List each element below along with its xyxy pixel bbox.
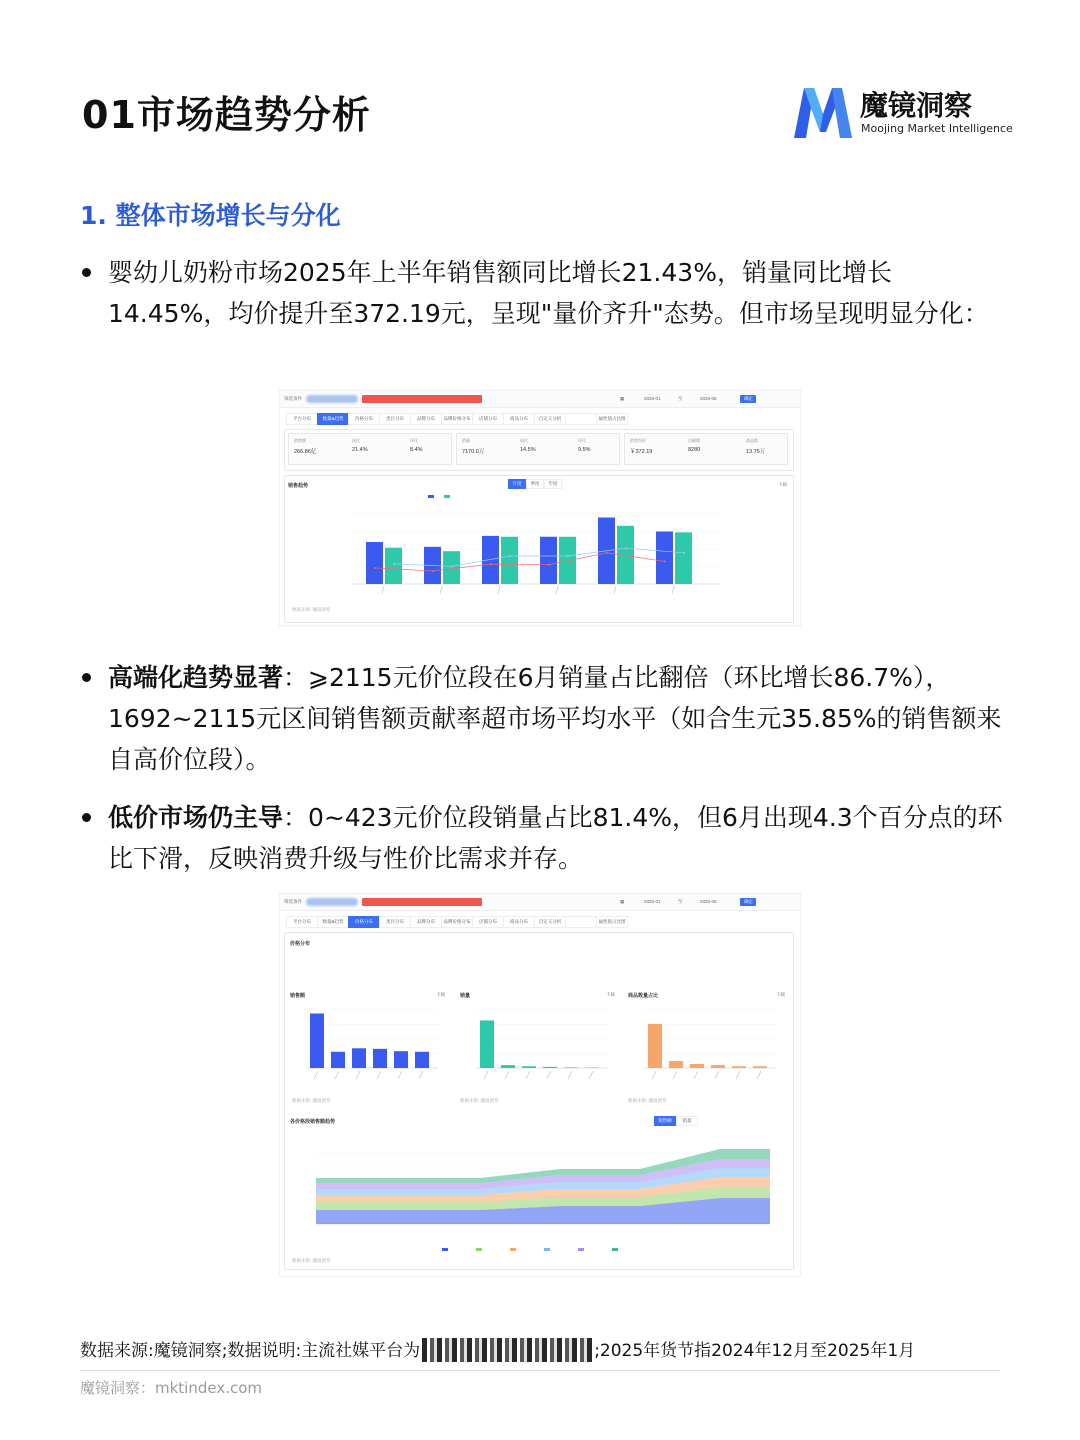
price-bar-charts	[280, 1000, 800, 1096]
brand-subtitle: Moojing Market Intelligence	[861, 122, 1013, 135]
kpi-value: 21.4%	[352, 447, 368, 453]
bullet-text: ：0~423元价位段销量占比81.4%，但6月出现4.3个百分点的环比下滑，反映消费升级与性价比需求并存。	[108, 803, 1003, 873]
kpi-value: 9.5%	[578, 447, 591, 453]
kpi-value: 14.5%	[520, 447, 536, 453]
redacted-block	[422, 1338, 592, 1362]
footer-site: 魔镜洞察：mktindex.com	[80, 1379, 263, 1397]
bar-sales	[540, 537, 557, 584]
bar-sales	[482, 536, 499, 584]
date-from[interactable]: 2025-01	[644, 899, 661, 904]
tab-item[interactable]: 价格分布	[348, 413, 380, 425]
legend-swatch	[544, 1248, 550, 1251]
confirm-label: 确定	[744, 899, 753, 904]
kpi-label: 销量	[462, 438, 470, 443]
chart-footnote: 数据来源: 魔镜洞察	[292, 1098, 331, 1103]
kpi-value: 8.4%	[410, 447, 423, 453]
panel-title-sales: 销售额	[290, 993, 306, 999]
chart-footnote: 数据来源: 魔镜洞察	[292, 1258, 331, 1263]
legend-swatch	[612, 1248, 618, 1251]
x-tick-label	[757, 1071, 761, 1079]
download-link[interactable]: 下载	[606, 992, 615, 997]
tab-item[interactable]: 价格分布	[348, 916, 380, 928]
kpi-value: ￥372.19	[630, 449, 653, 455]
bullet-dot	[82, 268, 91, 277]
price-bar	[543, 1067, 557, 1068]
tab-item[interactable]	[565, 413, 597, 425]
price-bar	[753, 1066, 767, 1068]
price-bar	[648, 1024, 662, 1068]
confirm-button[interactable]	[740, 898, 756, 906]
x-tick-label	[589, 1071, 593, 1079]
kpi-value: 8280	[688, 447, 701, 453]
trend-toggle-item[interactable]: 销量	[676, 1116, 698, 1126]
kpi-value: 13.75万	[746, 449, 766, 455]
date-separator: 至	[678, 899, 683, 904]
legend-swatch	[428, 495, 434, 498]
blurred-filter	[306, 395, 358, 403]
trend-toggle-item[interactable]: 销售额	[654, 1116, 676, 1126]
x-tick-label	[382, 586, 384, 594]
download-link[interactable]: 下载	[776, 992, 785, 997]
footer-note-after: ;2025年货节指2024年12月至2025年1月	[594, 1341, 916, 1361]
legend-swatch	[510, 1248, 516, 1251]
x-tick-label	[314, 1071, 318, 1079]
legend-swatch	[442, 1248, 448, 1251]
kpi-label: 商品数	[746, 438, 758, 443]
tab-item[interactable]: 属性值占比图	[596, 413, 628, 425]
bar-volume	[675, 532, 692, 584]
date-separator: 至	[678, 396, 683, 401]
tab-item[interactable]: 类目分布	[379, 916, 411, 928]
price-bar	[501, 1065, 515, 1068]
kpi-label: 店铺数	[688, 438, 700, 443]
tab-item[interactable]: 自定义分析	[534, 916, 566, 928]
bullet-dot	[82, 813, 91, 822]
line-volume-yoy-point	[451, 565, 453, 567]
x-tick-label	[715, 1071, 719, 1079]
x-tick-label	[377, 1071, 381, 1079]
tab-item[interactable]: 品牌价格分布	[441, 413, 473, 425]
bullet-text: 婴幼儿奶粉市场2025年上半年销售额同比增长21.43%，销量同比增长14.45%，均价提升至372.19元，呈现"量价齐升"态势。但市场呈现明显分化：	[108, 258, 989, 328]
blurred-filter	[306, 898, 358, 906]
line-volume-yoy-point	[567, 555, 569, 557]
tab-item[interactable]: 自定义分析	[534, 413, 566, 425]
bullet-text: ：⩾2115元价位段在6月销量占比翻倍（环比增长86.7%），1692~2115元区间销售额贡献率超市场平均水平（如合生元35.85%的销售额来自高价位段）。	[108, 663, 1002, 774]
legend-swatch	[476, 1248, 482, 1251]
kpi-label: 同比	[352, 438, 360, 443]
bar-volume	[501, 537, 518, 584]
x-tick-label	[547, 1071, 551, 1079]
tab-item[interactable]: 数量&趋势	[317, 413, 349, 425]
price-bar	[331, 1052, 345, 1068]
date-to[interactable]: 2025-06	[700, 899, 717, 904]
price-bar	[732, 1066, 746, 1068]
x-tick-label	[335, 1071, 339, 1079]
x-tick-label	[498, 586, 500, 594]
download-link[interactable]: 下载	[778, 482, 787, 487]
line-sales-yoy-point	[664, 560, 666, 562]
warning-tag	[362, 898, 482, 906]
kpi-label: 同比	[520, 438, 528, 443]
kpi-value: 7170.0万	[462, 449, 485, 455]
price-bar	[711, 1065, 725, 1068]
footer-note-before: 数据来源:魔镜洞察;数据说明:主流社媒平台为	[80, 1341, 421, 1361]
x-tick-label	[419, 1071, 423, 1079]
x-tick-label	[568, 1071, 572, 1079]
warning-tag	[362, 395, 482, 403]
kpi-label: 环比	[578, 438, 586, 443]
price-bar	[480, 1020, 494, 1068]
kpi-label: 销售额	[294, 438, 306, 443]
bullet-lead: 低价市场仍主导	[108, 803, 284, 832]
chart-footnote: 数据来源: 魔镜洞察	[628, 1098, 667, 1103]
date-from[interactable]: 2025-01	[644, 396, 661, 401]
line-volume-yoy-point	[625, 547, 627, 549]
period-toggle-item[interactable]: 年度	[544, 479, 562, 489]
trend-chart	[280, 489, 800, 621]
line-volume-yoy-point	[683, 552, 685, 554]
tab-item[interactable]: 商品分布	[503, 413, 535, 425]
date-to[interactable]: 2025-06	[700, 396, 717, 401]
x-tick-label	[614, 586, 616, 594]
x-tick-label	[356, 1071, 360, 1079]
bullet-text-wrap	[108, 657, 1003, 780]
brand-name: 魔镜洞察	[860, 89, 973, 122]
page-title: 01市场趋势分析	[82, 93, 371, 137]
tab-item[interactable]: 品牌分布	[410, 916, 442, 928]
chart-footnote: 数据来源: 魔镜洞察	[292, 607, 331, 612]
x-tick-label	[736, 1071, 740, 1079]
confirm-label: 确定	[744, 396, 753, 401]
bar-sales	[656, 532, 673, 585]
tab-item[interactable]: 类目分布	[379, 413, 411, 425]
tab-item[interactable]: 店铺分布	[472, 413, 504, 425]
section-title: 价格分布	[290, 941, 311, 947]
price-bar	[415, 1052, 429, 1068]
tab-item[interactable]: 店铺分布	[472, 916, 504, 928]
x-tick-label	[694, 1071, 698, 1079]
download-link[interactable]: 下载	[436, 992, 445, 997]
brand	[790, 82, 1013, 142]
filter-label: 筛选条件	[284, 396, 302, 401]
bar-volume	[559, 537, 576, 584]
chart-title: 销售趋势	[288, 483, 309, 489]
line-sales-yoy-point	[606, 552, 608, 554]
price-bar	[310, 1013, 324, 1068]
price-bar	[564, 1067, 578, 1068]
line-sales-yoy-point	[432, 570, 434, 572]
x-tick-label	[526, 1071, 530, 1079]
line-volume-yoy-point	[509, 555, 511, 557]
line-sales-yoy-point	[548, 564, 550, 566]
filter-label: 筛选条件	[284, 899, 302, 904]
period-toggle-item[interactable]: 月度	[508, 479, 526, 489]
bar-volume	[443, 551, 460, 584]
confirm-button[interactable]	[740, 395, 756, 403]
trend-title: 各价格段销售额趋势	[290, 1119, 336, 1125]
calendar-icon: ▦	[620, 396, 625, 401]
embedded-screenshot-price	[280, 894, 800, 1276]
period-toggle-item[interactable]: 季度	[526, 479, 544, 489]
line-sales-yoy-point	[490, 563, 492, 565]
tab-item[interactable]	[565, 916, 597, 928]
footer-note	[80, 1336, 915, 1362]
x-tick-label	[398, 1071, 402, 1079]
price-bar	[669, 1061, 683, 1068]
bullet-dot	[82, 673, 91, 682]
x-tick-label	[556, 586, 558, 594]
x-tick-label	[440, 586, 442, 594]
brand-logo-icon	[790, 84, 856, 140]
x-tick-label	[505, 1071, 509, 1079]
x-tick-label	[672, 586, 674, 594]
price-bar	[690, 1064, 704, 1068]
x-tick-label	[652, 1071, 656, 1079]
price-area-chart	[280, 1134, 800, 1258]
bar-sales	[366, 542, 383, 584]
tab-item[interactable]: 品牌价格分布	[441, 916, 473, 928]
price-bar	[522, 1066, 536, 1068]
price-bar	[352, 1048, 366, 1068]
bar-volume	[385, 548, 402, 584]
chart-footnote: 数据来源: 魔镜洞察	[460, 1098, 499, 1103]
bullet-text-wrap	[108, 797, 1003, 879]
section-heading: 1. 整体市场增长与分化	[80, 201, 341, 230]
kpi-value: 266.86亿	[294, 449, 317, 455]
panel-title-volume: 销量	[460, 993, 471, 999]
tab-item[interactable]: 平台分布	[286, 916, 318, 928]
tab-item[interactable]: 平台分布	[286, 413, 318, 425]
kpi-label: 销售均价	[630, 438, 646, 443]
embedded-screenshot-trend	[280, 391, 800, 625]
panel-title-share: 商品数量占比	[628, 993, 659, 999]
filter-bar	[280, 894, 800, 911]
legend-swatch	[578, 1248, 584, 1251]
bullet-lead: 高端化趋势显著	[108, 663, 284, 692]
kpi-label: 环比	[410, 438, 418, 443]
price-bar	[373, 1049, 387, 1068]
price-bar	[394, 1051, 408, 1068]
filter-bar	[280, 391, 800, 408]
tab-item[interactable]: 属性值占比图	[596, 916, 628, 928]
tab-item[interactable]: 商品分布	[503, 916, 535, 928]
x-tick-label	[484, 1071, 488, 1079]
calendar-icon: ▦	[620, 899, 625, 904]
legend-swatch	[444, 495, 450, 498]
line-sales-yoy-point	[374, 567, 376, 569]
x-tick-label	[673, 1071, 677, 1079]
tab-item[interactable]: 品牌分布	[410, 413, 442, 425]
tab-item[interactable]: 数量&趋势	[317, 916, 349, 928]
line-volume-yoy-point	[393, 563, 395, 565]
footer-divider	[80, 1370, 1000, 1371]
